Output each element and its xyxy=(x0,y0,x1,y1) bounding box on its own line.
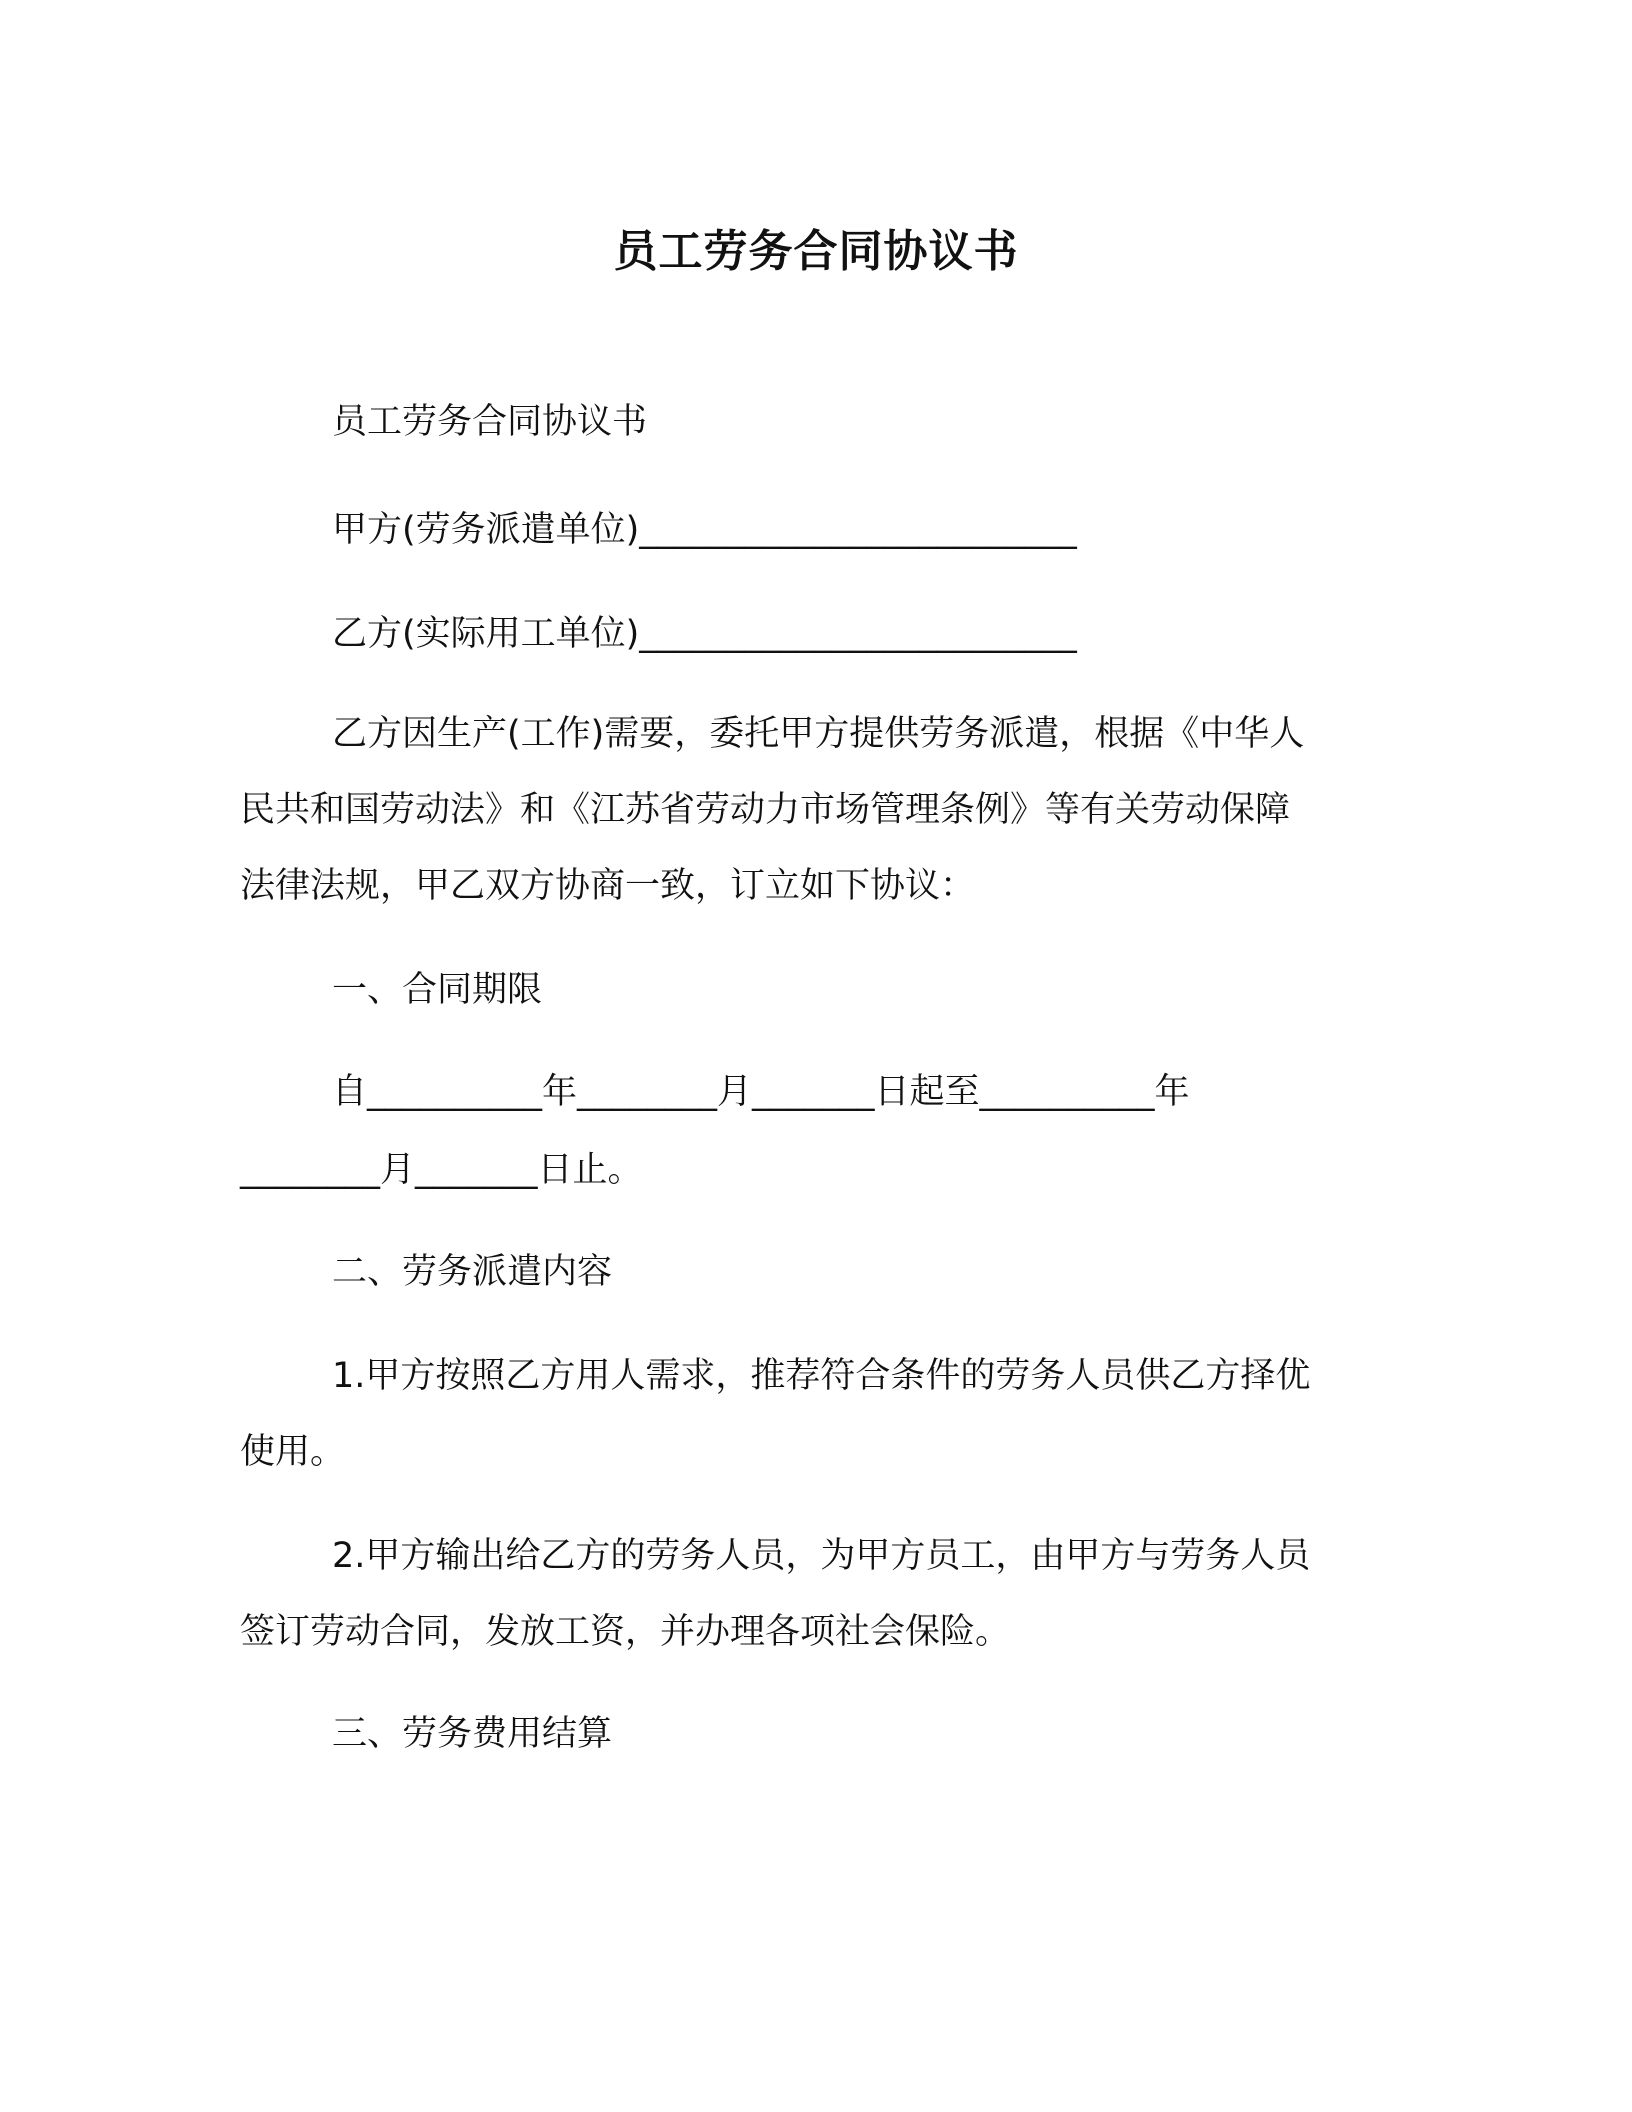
dispatch-item-2-line-1: 2.甲方输出给乙方的劳务人员，为甲方员工，由甲方与劳务人员 xyxy=(332,1536,1311,1576)
term-line-1: 自__________年________月_______日起至__________年 xyxy=(332,1072,1190,1112)
preamble-line-2: 民共和国劳动法》和《江苏省劳动力市场管理条例》等有关劳动保障 xyxy=(240,790,1291,830)
party-a-line: 甲方(劳务派遣单位)_________________________ xyxy=(332,510,1077,550)
section-heading-term: 一、合同期限 xyxy=(332,970,543,1010)
document-title: 员工劳务合同协议书 xyxy=(613,226,1019,277)
preamble-line-3: 法律法规，甲乙双方协商一致，订立如下协议： xyxy=(240,866,976,906)
section-heading-settlement: 三、劳务费用结算 xyxy=(332,1714,613,1754)
preamble-line-1: 乙方因生产(工作)需要，委托甲方提供劳务派遣，根据《中华人 xyxy=(332,714,1305,754)
dispatch-item-2-line-2: 签订劳动合同，发放工资，并办理各项社会保险。 xyxy=(240,1612,1011,1652)
dispatch-item-1-line-2: 使用。 xyxy=(240,1432,346,1472)
term-line-2: ________月_______日止。 xyxy=(240,1150,643,1190)
document-subtitle: 员工劳务合同协议书 xyxy=(332,402,648,442)
dispatch-item-1-line-1: 1.甲方按照乙方用人需求，推荐符合条件的劳务人员供乙方择优 xyxy=(332,1356,1311,1396)
party-b-line: 乙方(实际用工单位)_________________________ xyxy=(332,614,1077,654)
section-heading-dispatch: 二、劳务派遣内容 xyxy=(332,1252,613,1292)
